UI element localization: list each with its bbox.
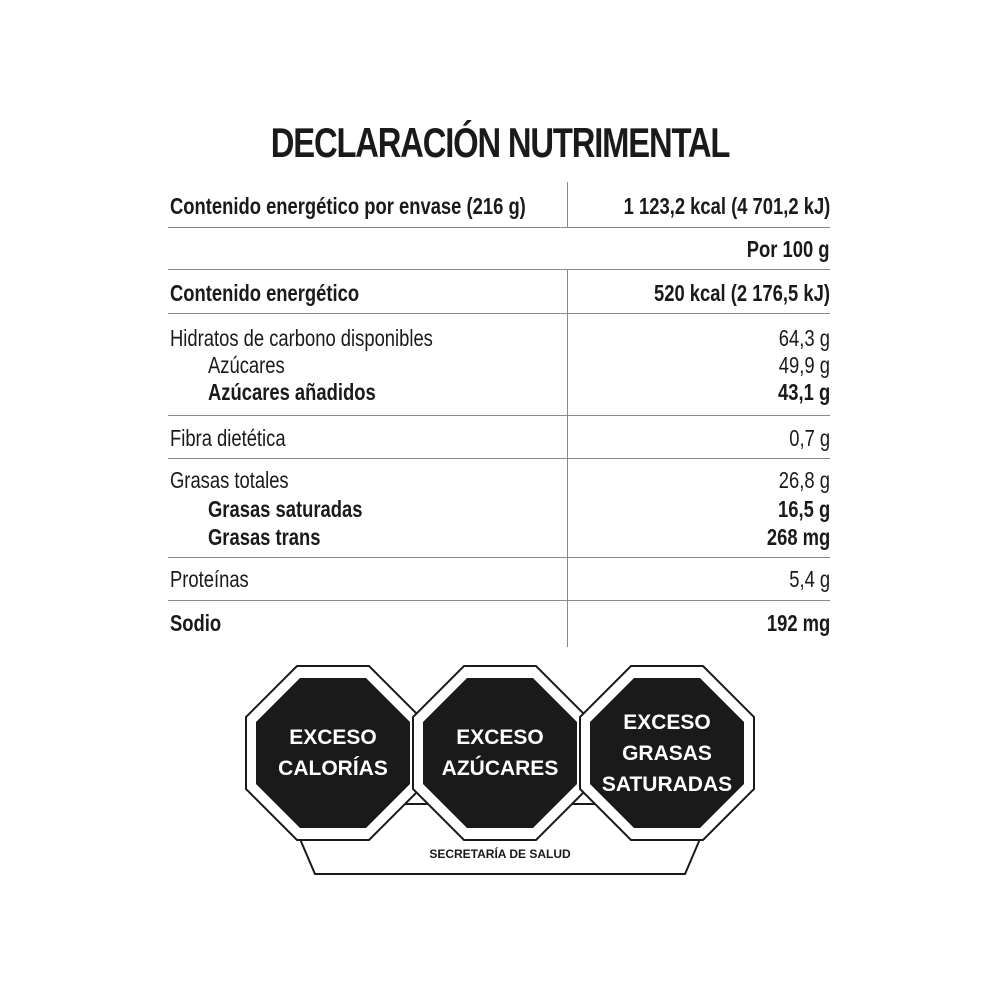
carbs-label: Hidratos de carbono disponibles <box>170 325 433 351</box>
seal-sugars-line: AZÚCARES <box>441 757 559 780</box>
table-rule <box>168 269 830 270</box>
sugars-label: Azúcares <box>208 352 285 378</box>
table-rule <box>168 458 830 459</box>
column-divider <box>567 269 568 647</box>
seal-calories <box>253 722 413 784</box>
seal-sugars-line: EXCESO <box>456 726 544 749</box>
sodium-label: Sodio <box>170 610 222 636</box>
added-sugars-value: 43,1 g <box>777 379 830 405</box>
carbs-value: 64,3 g <box>778 325 830 351</box>
energy-per-package-label: Contenido energético por envase (216 g) <box>170 193 526 219</box>
energy-label: Contenido energético <box>170 280 360 306</box>
fiber-label: Fibra dietética <box>170 425 286 451</box>
trans-fat-value: 268 mg <box>766 524 830 550</box>
table-rule <box>168 227 830 228</box>
sugars-value: 49,9 g <box>778 352 830 378</box>
sodium-value: 192 mg <box>766 610 830 636</box>
seal-saturated-fat-line: EXCESO <box>623 711 711 734</box>
trans-fat-label: Grasas trans <box>208 524 321 550</box>
seal-sugars <box>420 722 580 784</box>
nutrition-table <box>168 182 830 647</box>
energy-per-package-value: 1 123,2 kcal (4 701,2 kJ) <box>623 193 830 219</box>
protein-value: 5,4 g <box>789 566 830 592</box>
saturated-fat-label: Grasas saturadas <box>208 496 363 522</box>
table-rule <box>168 557 830 558</box>
fiber-value: 0,7 g <box>789 425 830 451</box>
total-fat-value: 26,8 g <box>778 467 830 493</box>
protein-label: Proteínas <box>170 566 249 592</box>
table-rule <box>168 313 830 314</box>
seal-saturated-fat <box>587 707 747 800</box>
seal-saturated-fat-line: SATURADAS <box>601 773 733 796</box>
warning-seals <box>245 664 755 876</box>
column-divider <box>567 182 568 227</box>
page-title: DECLARACIÓN NUTRIMENTAL <box>270 119 730 166</box>
seal-calories-line: CALORÍAS <box>278 757 388 780</box>
seal-saturated-fat-line: GRASAS <box>622 742 712 765</box>
saturated-fat-value: 16,5 g <box>777 496 830 522</box>
total-fat-label: Grasas totales <box>170 467 289 493</box>
table-rule <box>168 600 830 601</box>
table-rule <box>168 415 830 416</box>
per-100g-header: Por 100 g <box>747 236 830 262</box>
seal-calories-line: EXCESO <box>289 726 377 749</box>
energy-value: 520 kcal (2 176,5 kJ) <box>654 280 830 306</box>
added-sugars-label: Azúcares añadidos <box>208 379 376 405</box>
seal-footer: SECRETARÍA DE SALUD <box>429 847 571 861</box>
